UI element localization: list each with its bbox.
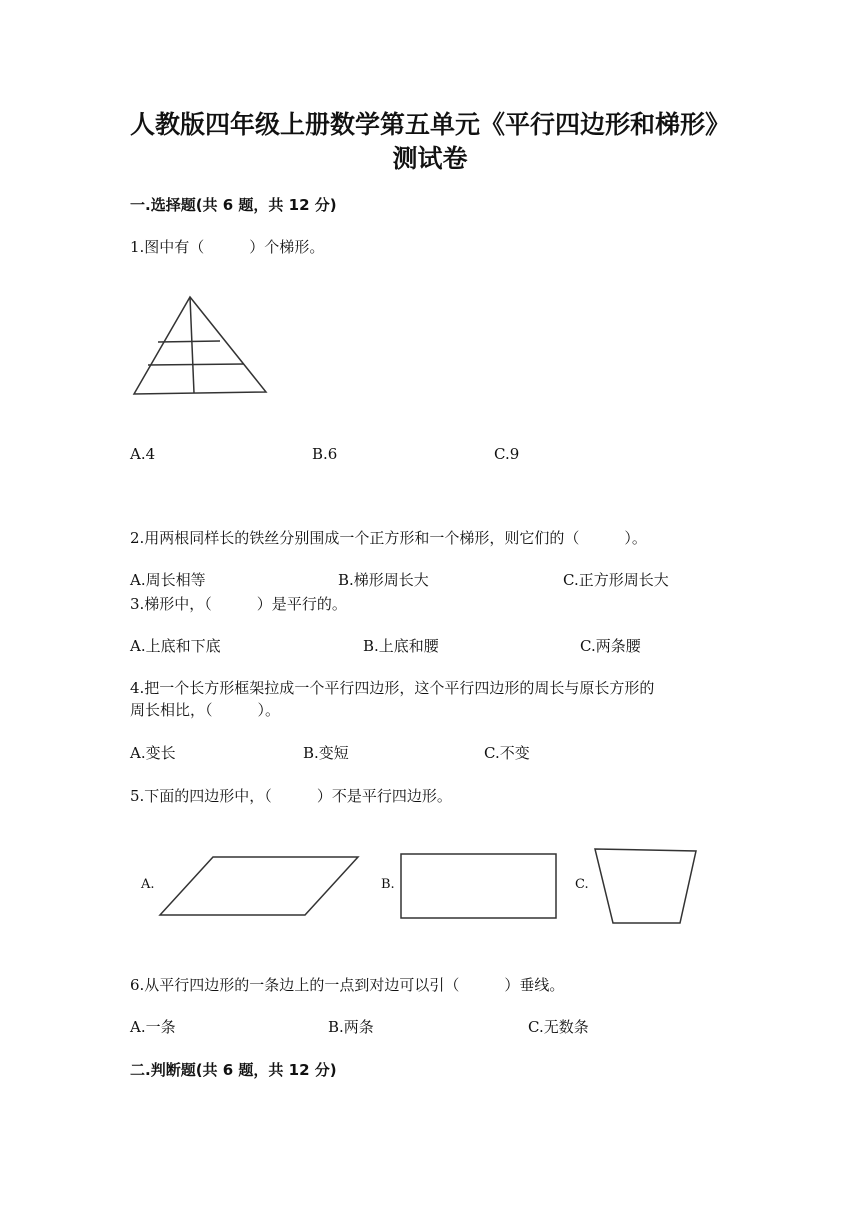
question-1-text: 1.图中有（ ）个梯形。 (130, 238, 325, 256)
question-2-text: 2.用两根同样长的铁丝分别围成一个正方形和一个梯形，则它们的（ ）。 (130, 529, 647, 547)
question-4-option-b[interactable]: B.变短 (303, 744, 349, 762)
question-6-option-b[interactable]: B.两条 (328, 1018, 374, 1036)
question-3-option-c[interactable]: C.两条腰 (580, 637, 641, 655)
question-5-figure-label-a[interactable]: A. (141, 877, 155, 892)
question-2-option-c[interactable]: C.正方形周长大 (563, 571, 669, 589)
question-3-option-a[interactable]: A.上底和下底 (130, 637, 221, 655)
question-1-triangle-figure (128, 292, 272, 398)
question-5-figure-label-c[interactable]: C. (575, 877, 589, 892)
question-1-option-b[interactable]: B.6 (312, 445, 338, 463)
question-6-option-c[interactable]: C.无数条 (528, 1018, 589, 1036)
question-2-option-a[interactable]: A.周长相等 (130, 571, 206, 589)
question-6-text: 6.从平行四边形的一条边上的一点到对边可以引（ ）垂线。 (130, 976, 565, 994)
question-6-option-a[interactable]: A.一条 (130, 1018, 176, 1036)
question-4-option-a[interactable]: A.变长 (130, 744, 176, 762)
page-title: 人教版四年级上册数学第五单元《平行四边形和梯形》 (129, 110, 730, 139)
question-1-option-a[interactable]: A.4 (130, 445, 156, 463)
question-5-rectangle-figure (400, 853, 558, 920)
section-heading-judgment: 二.判断题(共 6 题，共 12 分) (130, 1061, 337, 1079)
question-5-trapezoid-figure (593, 847, 699, 927)
question-2-option-b[interactable]: B.梯形周长大 (338, 571, 429, 589)
question-4-text-line1: 4.把一个长方形框架拉成一个平行四边形，这个平行四边形的周长与原长方形的 (130, 679, 655, 697)
question-1-option-c[interactable]: C.9 (494, 445, 520, 463)
question-5-text: 5.下面的四边形中，（ ）不是平行四边形。 (130, 787, 452, 805)
question-3-option-b[interactable]: B.上底和腰 (363, 637, 439, 655)
section-heading-choice: 一.选择题(共 6 题，共 12 分) (130, 196, 337, 214)
question-5-figure-label-b[interactable]: B. (381, 877, 395, 892)
question-4-text-line2: 周长相比，（ ）。 (130, 701, 281, 719)
question-5-parallelogram-figure (158, 855, 362, 918)
question-3-text: 3.梯形中，（ ）是平行的。 (130, 595, 347, 613)
page-title-line2: 测试卷 (392, 144, 468, 173)
question-4-option-c[interactable]: C.不变 (484, 744, 530, 762)
